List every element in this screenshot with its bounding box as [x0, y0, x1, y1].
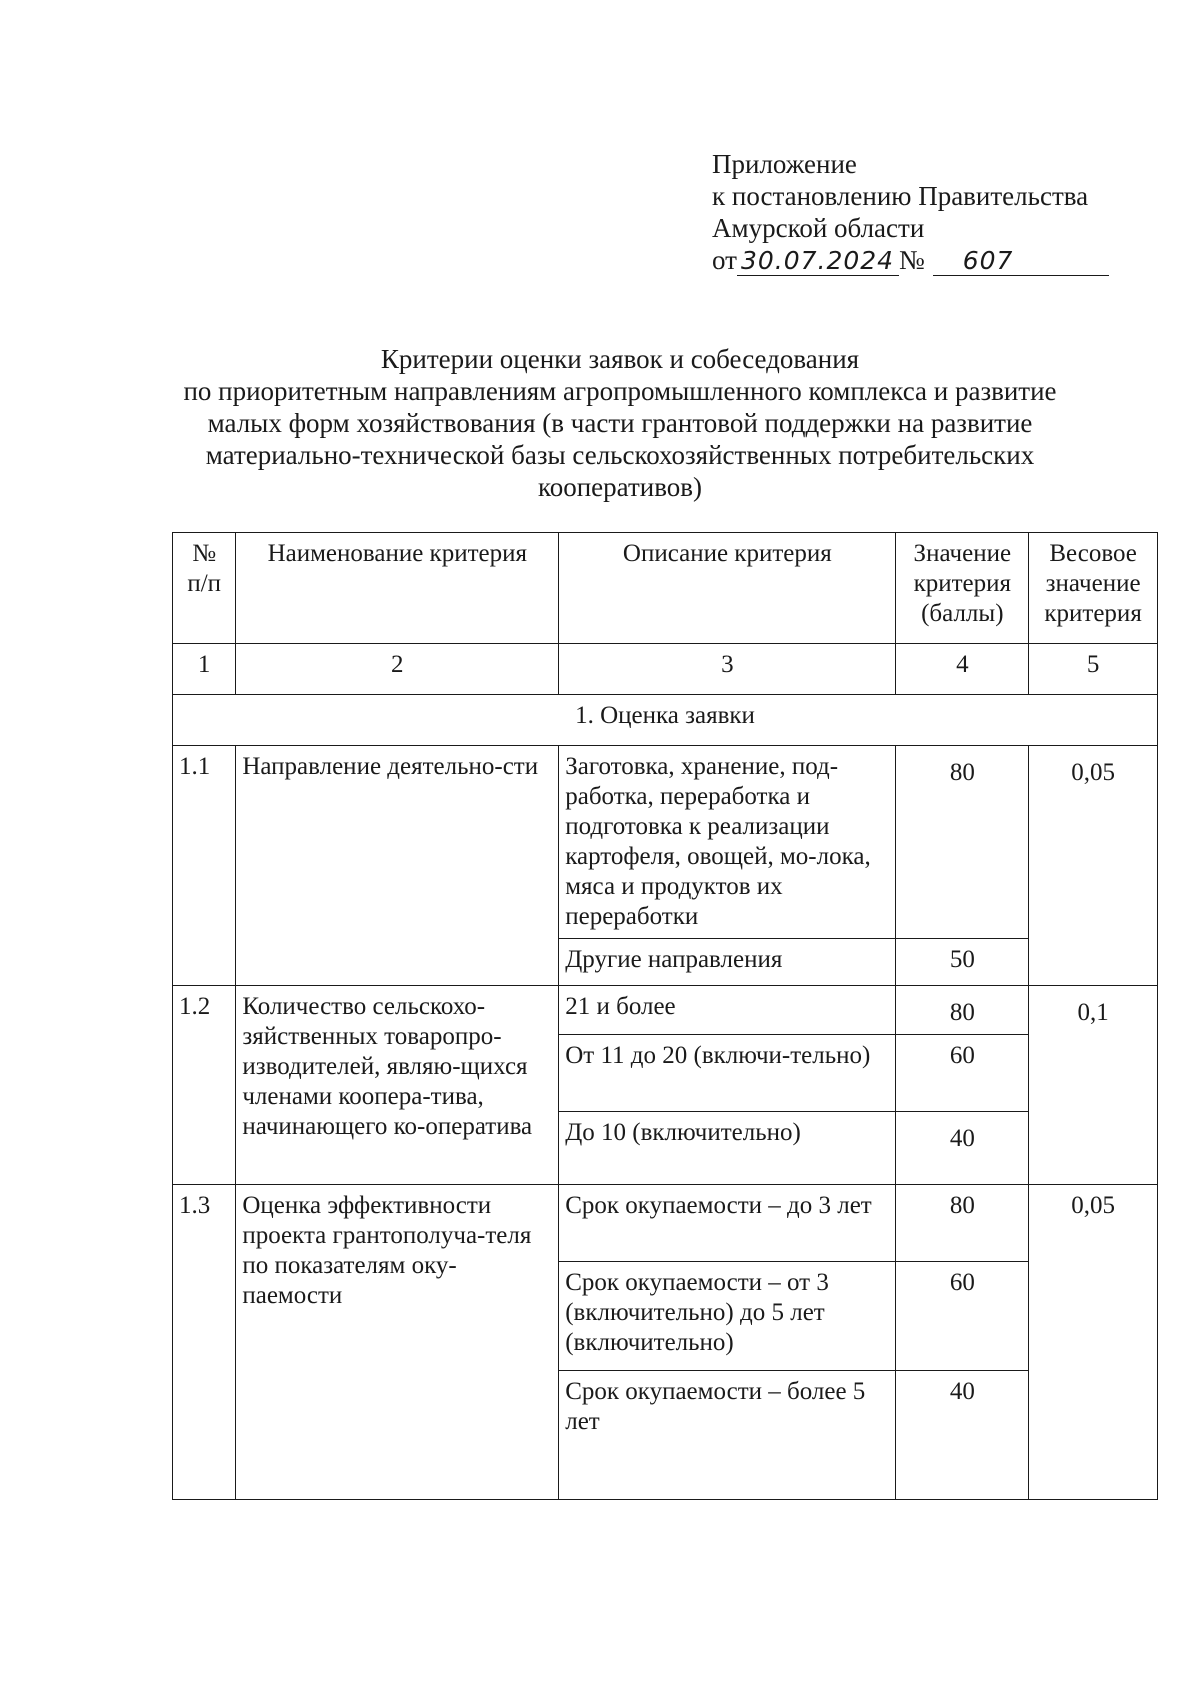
criterion-description: Заготовка, хранение, под-работка, переработка и подготовка к реализации картофеля, овощей, мо-лока, мяса и продуктов их переработки — [559, 746, 896, 939]
column-number: 1 — [173, 644, 236, 695]
criterion-description: Срок окупаемости – до 3 лет — [559, 1185, 896, 1262]
date-prefix: от — [712, 245, 737, 275]
document-title — [180, 343, 1060, 503]
criterion-name: Количество сельскохо-зяйственных товаропро-изводителей, являю-щихся членами коопера-тива, начинающего ко-оператива — [236, 986, 559, 1185]
title-line-2: по приоритетным направлениям агропромышленного комплекса и развитие — [183, 376, 1057, 406]
criterion-name: Направление деятельно-сти — [236, 746, 559, 986]
criterion-description: От 11 до 20 (включи-тельно) — [559, 1035, 896, 1112]
criterion-weight: 0,05 — [1029, 1185, 1158, 1500]
header-cell-name: Наименование критерия — [236, 533, 559, 644]
appendix-line-3: Амурской области — [712, 213, 925, 243]
criterion-value: 60 — [896, 1035, 1029, 1112]
header-cell-value: Значение критерия (баллы) — [896, 533, 1029, 644]
decree-number: 607 — [933, 247, 1109, 276]
criterion-description: До 10 (включительно) — [559, 1112, 896, 1185]
title-line-4: материально-технической базы сельскохозяйственных потребительских — [205, 440, 1035, 470]
criterion-description: 21 и более — [559, 986, 896, 1035]
criteria-table — [172, 532, 1158, 1500]
table-header-row — [173, 533, 1158, 644]
number-label: № — [898, 245, 925, 275]
header-cell-description: Описание критерия — [559, 533, 896, 644]
criterion-weight: 0,1 — [1029, 986, 1158, 1185]
table-row — [173, 746, 1158, 939]
title-line-5: кооперативов) — [537, 472, 703, 502]
column-number: 3 — [559, 644, 896, 695]
criterion-description: Срок окупаемости – более 5 лет — [559, 1371, 896, 1500]
criterion-value: 40 — [896, 1371, 1029, 1500]
criterion-name: Оценка эффективности проекта грантополуча-теля по показателям оку-паемости — [236, 1185, 559, 1500]
criterion-value: 80 — [896, 1185, 1029, 1262]
table-row — [173, 1185, 1158, 1262]
criterion-weight: 0,05 — [1029, 746, 1158, 986]
column-number: 2 — [236, 644, 559, 695]
title-line-1: Критерии оценки заявок и собеседования — [380, 344, 860, 374]
header-cell-weight: Весовое значение критерия — [1029, 533, 1158, 644]
section-row — [173, 695, 1158, 746]
decree-date-number-line — [712, 244, 1152, 276]
column-number: 5 — [1029, 644, 1158, 695]
appendix-header — [712, 148, 1152, 276]
criterion-value: 60 — [896, 1262, 1029, 1371]
criterion-number: 1.3 — [173, 1185, 236, 1500]
criterion-description: Другие направления — [559, 939, 896, 986]
table-row — [173, 986, 1158, 1035]
column-number-row — [173, 644, 1158, 695]
section-title: 1. Оценка заявки — [173, 695, 1158, 746]
decree-date: 30.07.2024 — [737, 247, 899, 276]
appendix-line-2: к постановлению Правительства — [712, 181, 1089, 211]
criterion-value: 40 — [896, 1112, 1029, 1185]
criterion-value: 80 — [896, 746, 1029, 939]
criterion-number: 1.2 — [173, 986, 236, 1185]
criterion-number: 1.1 — [173, 746, 236, 986]
criterion-value: 50 — [896, 939, 1029, 986]
criterion-description: Срок окупаемости – от 3 (включительно) до 5 лет (включительно) — [559, 1262, 896, 1371]
title-line-3: малых форм хозяйствования (в части грантовой поддержки на развитие — [207, 408, 1033, 438]
criterion-value: 80 — [896, 986, 1029, 1035]
header-cell-number: № п/п — [173, 533, 236, 644]
appendix-line-1: Приложение — [712, 149, 857, 179]
column-number: 4 — [896, 644, 1029, 695]
